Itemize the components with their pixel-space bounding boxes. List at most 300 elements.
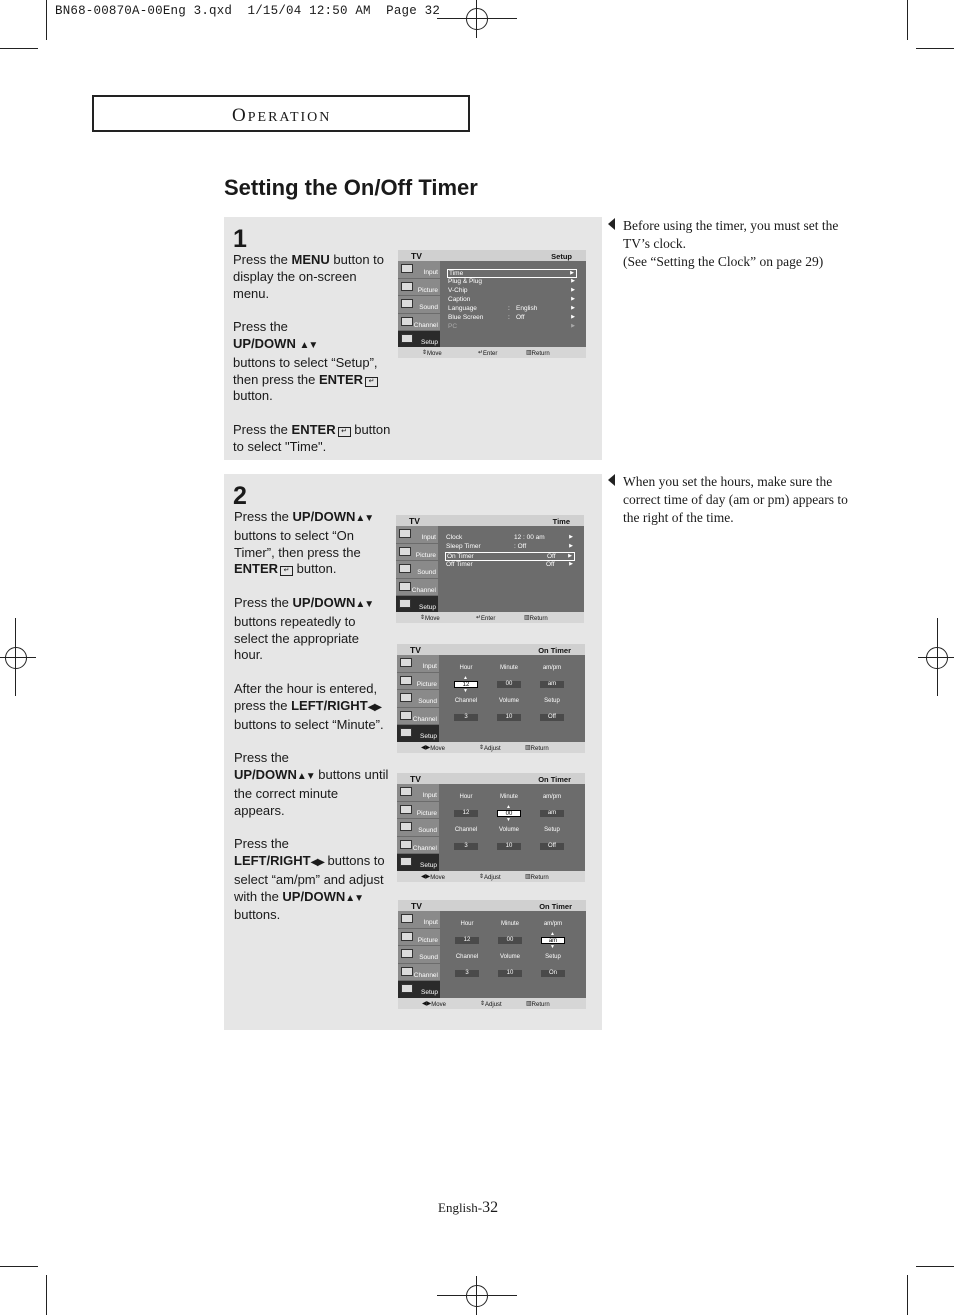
sound-icon: [401, 949, 413, 958]
osd-sidebar: [397, 655, 439, 743]
channel-label: Channel: [454, 827, 478, 833]
arrow-right-icon: ▶: [571, 287, 575, 293]
osd-side-setup: [397, 854, 439, 872]
key-name: UP/DOWN: [234, 766, 297, 782]
channel-icon: [399, 582, 411, 591]
osd-side-label: Setup: [421, 989, 438, 997]
channel-value: 3: [454, 843, 478, 850]
osd-menu-row: [447, 323, 577, 332]
minute-label: Minute: [499, 794, 518, 800]
channel-value: 3: [454, 714, 478, 721]
return-hint: ▥ Return: [526, 1001, 550, 1008]
up-down-icon: ▲▼: [345, 892, 364, 904]
osd-side-label: Sound: [417, 569, 436, 577]
osd-side-channel: [398, 964, 440, 982]
arrow-right-icon: ▶: [571, 323, 575, 329]
enter-hint: ↵ Enter: [478, 350, 498, 357]
instruction: [234, 681, 389, 733]
osd-side-channel: [397, 837, 439, 855]
crop-mark: [0, 48, 38, 49]
text: Press the: [233, 319, 288, 335]
enter-hint: ↵ Enter: [476, 615, 496, 622]
text: Press the: [234, 750, 289, 766]
osd-menu-title: On Timer: [539, 902, 572, 911]
hint-label: Return: [530, 746, 549, 752]
picture-icon: [400, 676, 412, 685]
registration-line: [437, 18, 517, 19]
osd-side-label: Picture: [416, 809, 437, 817]
registration-line: [15, 618, 16, 696]
hour-label: Hour: [460, 921, 474, 927]
page-footer: [438, 1199, 498, 1217]
section-initial: O: [232, 105, 248, 126]
osd-side-label: Picture: [417, 936, 438, 944]
channel-icon: [400, 711, 412, 720]
hint-label: Move: [430, 746, 445, 752]
ampm-value: am: [541, 937, 565, 944]
text: Press the: [234, 509, 293, 524]
osd-menu-row: [447, 269, 577, 278]
hour-value: 12: [455, 937, 479, 944]
osd-side-picture: [398, 929, 440, 947]
osd-menu-row: [445, 561, 575, 570]
osd-ontimer-screen: [397, 644, 585, 753]
registration-mark: [5, 647, 27, 669]
registration-line: [476, 1276, 477, 1315]
text: buttons repeatedly to select the appropriate hour.: [234, 613, 360, 663]
osd-tv-label: TV: [410, 645, 421, 655]
osd-time-screen: [396, 515, 584, 623]
key-name: ENTER: [234, 561, 279, 577]
osd-menu-title: Setup: [551, 252, 572, 261]
section-header: [92, 95, 470, 132]
osd-side-label: Picture: [417, 286, 438, 294]
osd-side-input: [398, 911, 440, 929]
enter-icon: ↵: [280, 566, 293, 576]
instruction: [233, 319, 393, 405]
volume-label: Volume: [499, 954, 520, 960]
text: Press the: [233, 252, 292, 267]
sound-icon: [400, 822, 412, 831]
minute-label: Minute: [500, 921, 519, 927]
osd-side-label: Sound: [418, 827, 437, 835]
osd-footer: [397, 871, 585, 882]
hint-label: Move: [431, 1002, 446, 1008]
text: button.: [233, 388, 273, 404]
setup-icon: [400, 857, 412, 866]
osd-row-label: Off Timer: [446, 561, 473, 568]
input-icon: [399, 529, 411, 538]
osd-row-label: Blue Screen: [448, 314, 484, 321]
osd-side-picture: [397, 802, 439, 820]
osd-side-label: Input: [422, 663, 437, 670]
hint-label: Enter: [483, 351, 498, 357]
channel-label: Channel: [455, 954, 479, 960]
osd-row-label: PC: [448, 323, 458, 330]
osd-header: [398, 900, 586, 911]
registration-mark: [466, 1285, 488, 1307]
osd-sidebar: [396, 526, 438, 614]
section-label: [232, 105, 331, 127]
hour-value: 12: [454, 681, 478, 688]
hint-label: Return: [530, 875, 549, 881]
up-down-icon: ▲▼: [299, 339, 318, 351]
osd-side-sound: [398, 296, 440, 314]
osd-row-label: Sleep Timer: [446, 543, 481, 550]
up-down-icon: ▲▼: [355, 598, 374, 610]
text: buttons until the correct minute appears.: [234, 766, 389, 818]
page-number: 32: [482, 1199, 499, 1216]
input-icon: [401, 264, 413, 273]
osd-side-channel: [396, 579, 438, 597]
crop-mark: [916, 1266, 954, 1267]
text: buttons to select “Setup”, then press the: [233, 354, 378, 387]
osd-side-label: Setup: [420, 862, 437, 870]
setup-value: On: [541, 970, 565, 977]
hint-label: Move: [425, 616, 440, 622]
step-number: 2: [233, 482, 247, 510]
adjust-hint: ⇕ Adjust: [479, 745, 501, 752]
minute-value: 00: [497, 681, 521, 688]
setup-icon: [400, 728, 412, 737]
step-number: 1: [233, 225, 247, 253]
note-text: Before using the timer, you must set the TV’s clock.: [623, 218, 839, 251]
osd-side-label: Input: [422, 792, 437, 799]
osd-row-label: Caption: [448, 296, 471, 303]
osd-tv-label: TV: [411, 251, 422, 261]
ampm-label: am/pm: [542, 794, 562, 800]
osd-row-value: English: [516, 305, 538, 312]
osd-row-label: Plug & Plug: [448, 278, 482, 285]
osd-footer: [396, 612, 584, 623]
instruction: [233, 252, 393, 302]
setup-label: Setup: [545, 954, 561, 960]
text: buttons.: [234, 907, 281, 923]
registration-line: [918, 657, 954, 658]
note-text: (See “Setting the Clock” on page 29): [623, 254, 824, 269]
key-name: LEFT/RIGHT: [234, 852, 311, 868]
osd-menu-row: [445, 534, 575, 543]
osd-footer: [398, 998, 586, 1009]
osd-row-label: Time: [449, 270, 464, 277]
up-down-icon: ▲▼: [296, 770, 315, 782]
osd-side-setup: [397, 725, 439, 743]
text: Press the: [233, 421, 292, 437]
text: button to select "Time".: [233, 421, 391, 454]
move-hint: ◀▶ Move: [421, 874, 445, 881]
text: buttons to select “On Timer”, then press the: [234, 527, 361, 560]
osd-menu-row: [447, 296, 577, 305]
move-hint: ⇕ Move: [422, 350, 442, 357]
osd-side-label: Channel: [413, 321, 438, 329]
return-hint: ▥ Return: [526, 350, 550, 357]
osd-tv-label: TV: [410, 774, 421, 784]
channel-value: 3: [455, 970, 479, 977]
osd-side-label: Channel: [412, 715, 437, 723]
crop-mark: [916, 48, 954, 49]
left-right-icon: ◀▶: [367, 701, 382, 713]
sound-icon: [400, 693, 412, 702]
osd-side-label: Input: [423, 269, 438, 276]
hint-label: Move: [430, 875, 445, 881]
hour-label: Hour: [459, 665, 473, 671]
osd-side-setup: [398, 981, 440, 999]
osd-menu-title: On Timer: [538, 646, 571, 655]
osd-side-picture: [396, 544, 438, 562]
key-name: MENU: [291, 252, 330, 267]
osd-sidebar: [398, 911, 440, 999]
osd-menu-row: [447, 314, 577, 323]
osd-side-label: Channel: [413, 971, 438, 979]
osd-row-value: Off: [547, 553, 556, 560]
osd-row-value: Off: [546, 561, 555, 568]
hint-label: Return: [531, 1002, 550, 1008]
crop-mark: [46, 1275, 47, 1315]
osd-menu-row: [447, 305, 577, 314]
step-1-text: [233, 252, 393, 472]
osd-menu-row: [445, 552, 575, 561]
note-2: When you set the hours, make sure the correct time of day (am or pm) appears to the right of the time.: [623, 474, 848, 525]
ampm-label: am/pm: [542, 665, 562, 671]
osd-side-sound: [396, 561, 438, 579]
hint-label: Adjust: [485, 1002, 502, 1008]
arrow-right-icon: ▶: [571, 314, 575, 320]
osd-side-input: [397, 655, 439, 673]
down-arrow-icon: ▼: [550, 944, 555, 950]
osd-menu-row: [447, 287, 577, 296]
osd-row-value: Off: [516, 314, 525, 321]
arrow-right-icon: ▶: [571, 296, 575, 302]
instruction: [234, 836, 389, 924]
text: Press the: [234, 594, 293, 610]
text: button to display the on-screen menu.: [233, 252, 385, 301]
up-arrow-icon: ▲: [506, 804, 511, 810]
enter-icon: ↵: [338, 427, 351, 437]
osd-tv-label: TV: [411, 901, 422, 911]
volume-value: 10: [497, 843, 521, 850]
text: Press the: [234, 836, 289, 852]
osd-sidebar: [398, 261, 440, 349]
enter-icon: ↵: [365, 377, 378, 387]
ampm-value: am: [540, 810, 564, 817]
page-title: Setting the On/Off Timer: [224, 175, 478, 200]
registration-line: [437, 1295, 517, 1296]
volume-value: 10: [498, 970, 522, 977]
osd-row-value: 12 : 00 am: [514, 534, 545, 541]
picture-icon: [400, 805, 412, 814]
sound-icon: [399, 564, 411, 573]
osd-setup-screen: [398, 250, 586, 358]
osd-row-label: Clock: [446, 534, 463, 541]
minute-label: Minute: [499, 665, 518, 671]
key-name: LEFT/RIGHT: [291, 697, 368, 713]
setup-icon: [401, 984, 413, 993]
text: After the hour is entered, press the: [234, 680, 378, 713]
osd-sidebar: [397, 784, 439, 872]
return-hint: ▥ Return: [525, 745, 549, 752]
channel-label: Channel: [454, 698, 478, 704]
key-name: UP/DOWN: [292, 594, 356, 610]
osd-side-label: Picture: [415, 551, 436, 559]
volume-value: 10: [497, 714, 521, 721]
separator: :: [508, 305, 510, 312]
down-arrow-icon: ▼: [506, 817, 511, 823]
setup-icon: [401, 334, 413, 343]
osd-side-label: Channel: [412, 844, 437, 852]
section-rest: PERATION: [247, 110, 332, 125]
setup-label: Setup: [544, 827, 560, 833]
arrow-right-icon: ▶: [568, 553, 572, 559]
osd-side-sound: [397, 690, 439, 708]
crop-mark: [0, 1266, 38, 1267]
osd-side-input: [397, 784, 439, 802]
move-hint: ◀▶ Move: [422, 1001, 446, 1008]
crop-mark: [907, 1275, 908, 1315]
osd-side-channel: [397, 708, 439, 726]
input-icon: [400, 787, 412, 796]
note-arrow-icon: [608, 474, 615, 486]
arrow-right-icon: ▶: [571, 305, 575, 311]
text: button.: [293, 561, 337, 577]
print-slug: BN68-00870A-00Eng 3.qxd 1/15/04 12:50 AM Page 32: [55, 4, 441, 18]
osd-ontimer-screen: [397, 773, 585, 882]
minute-value: 00: [497, 810, 521, 817]
instruction: [234, 509, 389, 578]
instruction: [233, 422, 393, 456]
text: buttons to select “am/pm” and adjust with the: [234, 852, 385, 904]
left-right-icon: ◀▶: [310, 856, 324, 868]
separator: :: [508, 314, 510, 321]
move-hint: ◀▶ Move: [421, 745, 445, 752]
hour-value: 12: [454, 810, 478, 817]
key-name: UP/DOWN: [233, 335, 296, 351]
ampm-label: am/pm: [543, 921, 563, 927]
osd-header: [398, 250, 586, 261]
note-arrow-icon: [608, 218, 615, 230]
osd-side-label: Input: [421, 534, 436, 541]
osd-side-label: Setup: [421, 339, 438, 347]
osd-tv-label: TV: [409, 516, 420, 526]
setup-icon: [399, 599, 411, 608]
adjust-hint: ⇕ Adjust: [479, 874, 501, 881]
key-name: ENTER: [319, 371, 364, 387]
hint-label: Return: [529, 616, 548, 622]
picture-icon: [399, 547, 411, 556]
arrow-right-icon: ▶: [571, 278, 575, 284]
hint-label: Return: [531, 351, 550, 357]
osd-side-channel: [398, 314, 440, 332]
osd-menu-title: Time: [552, 517, 570, 526]
picture-icon: [401, 282, 413, 291]
hint-label: Adjust: [484, 875, 501, 881]
osd-row-label: V-Chip: [448, 287, 468, 294]
registration-line: [0, 657, 36, 658]
step-2-text: [234, 509, 389, 941]
osd-side-label: Setup: [419, 604, 436, 612]
picture-icon: [401, 932, 413, 941]
arrow-right-icon: ▶: [569, 543, 573, 549]
hour-label: Hour: [459, 794, 473, 800]
sound-icon: [401, 299, 413, 308]
osd-side-picture: [397, 673, 439, 691]
hint-label: Enter: [481, 616, 496, 622]
input-icon: [401, 914, 413, 923]
registration-line: [476, 0, 477, 38]
osd-footer: [397, 742, 585, 753]
osd-side-sound: [397, 819, 439, 837]
channel-icon: [401, 967, 413, 976]
osd-row-label: On Timer: [447, 553, 474, 560]
osd-side-sound: [398, 946, 440, 964]
text: buttons to select “Minute”.: [234, 716, 384, 732]
osd-side-label: Picture: [416, 680, 437, 688]
return-hint: ▥ Return: [525, 874, 549, 881]
osd-side-input: [398, 261, 440, 279]
arrow-right-icon: ▶: [569, 561, 573, 567]
osd-header: [397, 773, 585, 784]
osd-side-input: [396, 526, 438, 544]
move-hint: ⇕ Move: [420, 615, 440, 622]
return-hint: ▥ Return: [524, 615, 548, 622]
osd-side-label: Sound: [418, 698, 437, 706]
osd-menu-row: [445, 543, 575, 552]
key-name: UP/DOWN: [282, 888, 346, 904]
crop-mark: [907, 0, 908, 40]
osd-row-value: : Off: [514, 543, 527, 550]
up-arrow-icon: ▲: [550, 931, 555, 937]
volume-label: Volume: [498, 827, 519, 833]
input-icon: [400, 658, 412, 667]
hint-label: Move: [427, 351, 442, 357]
osd-menu-title: On Timer: [538, 775, 571, 784]
instruction: [234, 595, 389, 664]
osd-side-label: Channel: [411, 586, 436, 594]
osd-header: [396, 515, 584, 526]
hint-label: Adjust: [484, 746, 501, 752]
instruction: [234, 750, 389, 819]
down-arrow-icon: ▼: [463, 688, 468, 694]
ampm-value: am: [540, 681, 564, 688]
registration-line: [937, 618, 938, 696]
osd-side-label: Sound: [419, 304, 438, 312]
osd-header: [397, 644, 585, 655]
footer-language: English-: [438, 1200, 483, 1215]
osd-footer: [398, 347, 586, 358]
registration-mark: [466, 8, 488, 30]
channel-icon: [401, 317, 413, 326]
adjust-hint: ⇕ Adjust: [480, 1001, 502, 1008]
channel-icon: [400, 840, 412, 849]
up-arrow-icon: ▲: [463, 675, 468, 681]
osd-side-label: Sound: [419, 954, 438, 962]
osd-side-picture: [398, 279, 440, 297]
volume-label: Volume: [498, 698, 519, 704]
setup-value: Off: [540, 714, 564, 721]
setup-label: Setup: [544, 698, 560, 704]
arrow-right-icon: ▶: [569, 534, 573, 540]
osd-side-label: Input: [423, 919, 438, 926]
osd-menu-row: [447, 278, 577, 287]
osd-side-label: Setup: [420, 733, 437, 741]
osd-ontimer-screen: [398, 900, 586, 1009]
note-1: [623, 217, 853, 271]
minute-value: 00: [498, 937, 522, 944]
osd-row-label: Language: [448, 305, 477, 312]
crop-mark: [46, 0, 47, 40]
up-down-icon: ▲▼: [355, 513, 374, 524]
key-name: ENTER: [291, 421, 336, 437]
setup-value: Off: [540, 843, 564, 850]
